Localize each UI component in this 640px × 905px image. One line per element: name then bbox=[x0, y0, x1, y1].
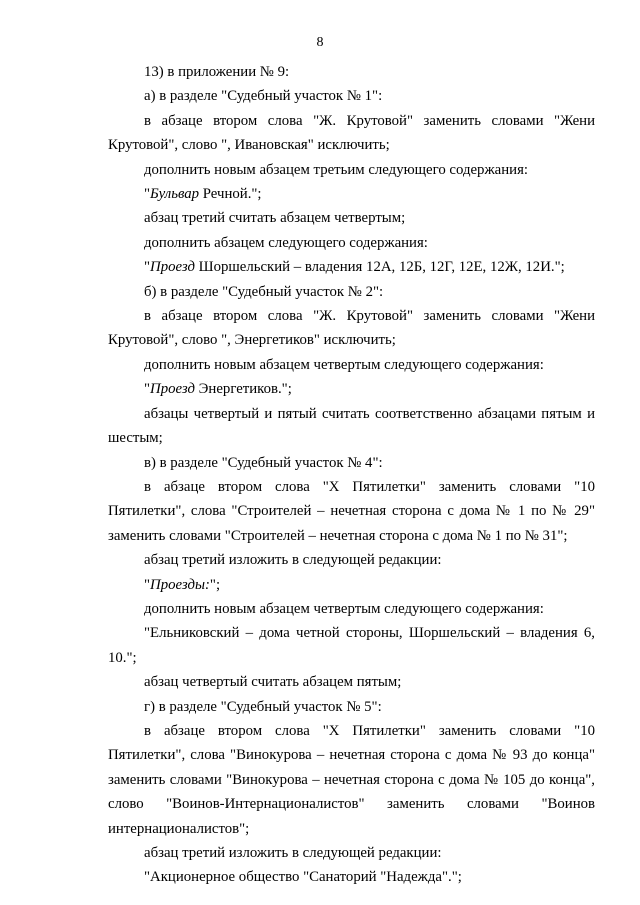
paragraph: дополнить новым абзацем четвертым следующего содержания: bbox=[144, 356, 544, 373]
paragraph: в абзаце втором слова "X Пятилетки" заменить словами "10 Пятилетки", слова "Винокурова – нечетная сторона с дома № 93 до конца" заменить словами "Винокурова – нечетная сторона с дома № 105 до конца", слово "Воинов-Интернационалистов" заменить словами "Воинов интернационалистов"; bbox=[108, 722, 595, 837]
paragraph-rest: Речной."; bbox=[199, 186, 262, 203]
italic-term: Проезды: bbox=[150, 576, 210, 593]
paragraph: 13) в приложении № 9: bbox=[144, 64, 290, 80]
paragraph: абзац третий изложить в следующей редакции: bbox=[144, 845, 442, 861]
quote-open: " bbox=[144, 576, 151, 593]
paragraph: г) в разделе "Судебный участок № 5": bbox=[144, 698, 382, 715]
paragraph-rest: Шоршельский – владения 12А, 12Б, 12Г, 12Е, 12Ж, 12И."; bbox=[194, 259, 565, 276]
paragraph: абзац четвертый считать абзацем пятым; bbox=[144, 674, 402, 691]
paragraph bbox=[108, 182, 595, 206]
paragraph: дополнить абзацем следующего содержания: bbox=[144, 234, 428, 251]
paragraph: абзац третий считать абзацем четвертым; bbox=[144, 210, 406, 227]
paragraph: а) в разделе "Судебный участок № 1": bbox=[144, 88, 383, 105]
italic-term: Проезд bbox=[150, 381, 195, 398]
paragraph: в абзаце втором слова "Ж. Крутовой" заменить словами "Жени Крутовой", слово ", Энергетиков" исключить; bbox=[108, 308, 595, 349]
page-number: 8 bbox=[316, 35, 324, 50]
paragraph: дополнить новым абзацем четвертым следующего содержания: bbox=[144, 600, 544, 617]
paragraph bbox=[108, 377, 595, 401]
paragraph: в) в разделе "Судебный участок № 4": bbox=[144, 454, 383, 471]
paragraph: б) в разделе "Судебный участок № 2": bbox=[144, 283, 384, 300]
paragraph-rest: "; bbox=[209, 576, 221, 593]
paragraph: "Акционерное общество "Санаторий "Надежда"."; bbox=[144, 869, 462, 886]
italic-term: Проезд bbox=[150, 259, 195, 276]
paragraph: в абзаце втором слова "X Пятилетки" заменить словами "10 Пятилетки", слова "Строителей – нечетная сторона с дома № 1 по № 29" заменить словами "Строителей – нечетная сторона с дома № 1 по № 31"; bbox=[108, 478, 595, 544]
quote-open: " bbox=[144, 259, 151, 276]
paragraph-rest: Энергетиков."; bbox=[194, 381, 292, 398]
quote-open: " bbox=[144, 186, 151, 203]
paragraph: "Ельниковский – дома четной стороны, Шоршельский – владения 6, 10."; bbox=[108, 625, 595, 666]
paragraph bbox=[108, 573, 595, 597]
paragraph: дополнить новым абзацем третьим следующего содержания: bbox=[144, 161, 529, 178]
italic-term: Бульвар bbox=[150, 186, 200, 203]
quote-open: " bbox=[144, 381, 151, 398]
paragraph: абзац третий изложить в следующей редакции: bbox=[144, 552, 442, 569]
paragraph: абзацы четвертый и пятый считать соответственно абзацами пятым и шестым; bbox=[108, 405, 595, 447]
paragraph bbox=[108, 255, 595, 279]
document-body bbox=[108, 60, 595, 890]
paragraph: в абзаце втором слова "Ж. Крутовой" заменить словами "Жени Крутовой", слово ", Ивановская" исключить; bbox=[108, 112, 595, 154]
